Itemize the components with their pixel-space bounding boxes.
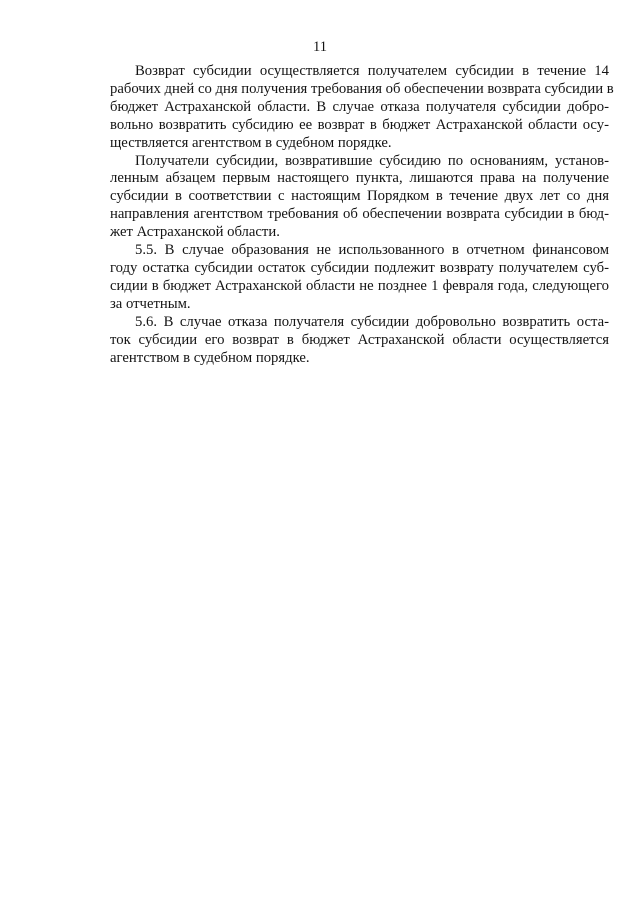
text-line: вольно возвратить субсидию ее возврат в бюджет Астраханской области осу- bbox=[110, 116, 609, 133]
text-line: субсидии в соответствии с настоящим Порядком в течение двух лет со дня bbox=[110, 188, 609, 205]
text-line: рабочих дней со дня получения требования об обеспечении возврата субсидии в bbox=[110, 80, 614, 97]
text-line: ток субсидии его возврат в бюджет Астраханской области осуществляется bbox=[110, 331, 609, 348]
page-number: 11 bbox=[313, 39, 327, 55]
text-line: 5.6. В случае отказа получателя субсидии добровольно возвратить оста- bbox=[135, 313, 609, 330]
paragraph-section-5-6 bbox=[110, 314, 609, 368]
document-body bbox=[110, 63, 614, 367]
text-line: году остатка субсидии остаток субсидии подлежит возврату получателем суб- bbox=[110, 259, 609, 276]
paragraph-recipients-rights bbox=[110, 153, 609, 243]
text-line: агентством в судебном порядке. bbox=[110, 349, 310, 366]
paragraph-subsidy-return bbox=[110, 63, 614, 153]
text-line: бюджет Астраханской области. В случае отказа получателя субсидии добро- bbox=[110, 98, 609, 115]
text-line: Получатели субсидии, возвратившие субсидию по основаниям, установ- bbox=[135, 152, 609, 169]
text-line: сидии в бюджет Астраханской области не позднее 1 февраля года, следующего bbox=[110, 277, 609, 294]
text-line: ществляется агентством в судебном порядке. bbox=[110, 134, 392, 151]
text-line: ленным абзацем первым настоящего пункта, лишаются права на получение bbox=[110, 170, 609, 187]
text-line: 5.5. В случае образования не использованного в отчетном финансовом bbox=[135, 242, 609, 259]
text-line: за отчетным. bbox=[110, 295, 191, 312]
text-line: Возврат субсидии осуществляется получателем субсидии в течение 14 bbox=[135, 63, 609, 79]
text-line: направления агентством требования об обеспечении возврата субсидии в бюд- bbox=[110, 206, 609, 223]
text-line: жет Астраханской области. bbox=[110, 224, 280, 241]
paragraph-section-5-5 bbox=[110, 242, 609, 314]
